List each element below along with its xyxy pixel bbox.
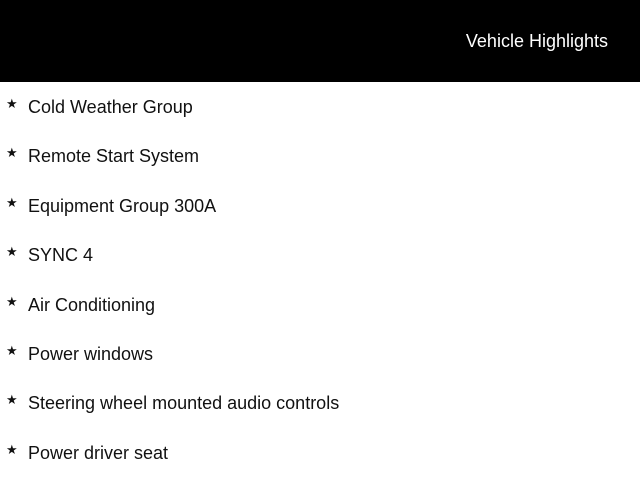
highlight-label: Power driver seat: [28, 442, 169, 463]
highlight-label: Air Conditioning: [28, 294, 156, 315]
star-icon: ★: [6, 293, 18, 309]
highlight-label: Remote Start System: [28, 146, 200, 167]
star-icon: ★: [6, 244, 18, 260]
star-icon: ★: [6, 145, 18, 161]
highlight-label: Cold Weather Group: [28, 97, 193, 117]
page-title: Vehicle Highlights: [465, 31, 608, 51]
list-item: [0, 378, 640, 427]
highlight-label: Power windows: [28, 343, 154, 364]
list-item: [0, 329, 640, 378]
star-icon: ★: [6, 342, 18, 358]
star-icon: ★: [6, 194, 18, 210]
list-item: [0, 280, 640, 329]
list-item: [0, 230, 640, 279]
highlight-label: SYNC 4: [28, 245, 94, 266]
star-icon: ★: [6, 96, 18, 111]
page-header: [0, 0, 640, 82]
star-icon: ★: [6, 441, 18, 457]
list-item: [0, 181, 640, 230]
star-icon: ★: [6, 392, 18, 408]
highlights-list: [0, 82, 640, 477]
highlight-label: Equipment Group 300A: [28, 195, 217, 216]
list-item: [0, 82, 640, 131]
list-item: [0, 131, 640, 180]
highlight-label: Steering wheel mounted audio controls: [28, 393, 340, 414]
list-item: [0, 428, 640, 477]
